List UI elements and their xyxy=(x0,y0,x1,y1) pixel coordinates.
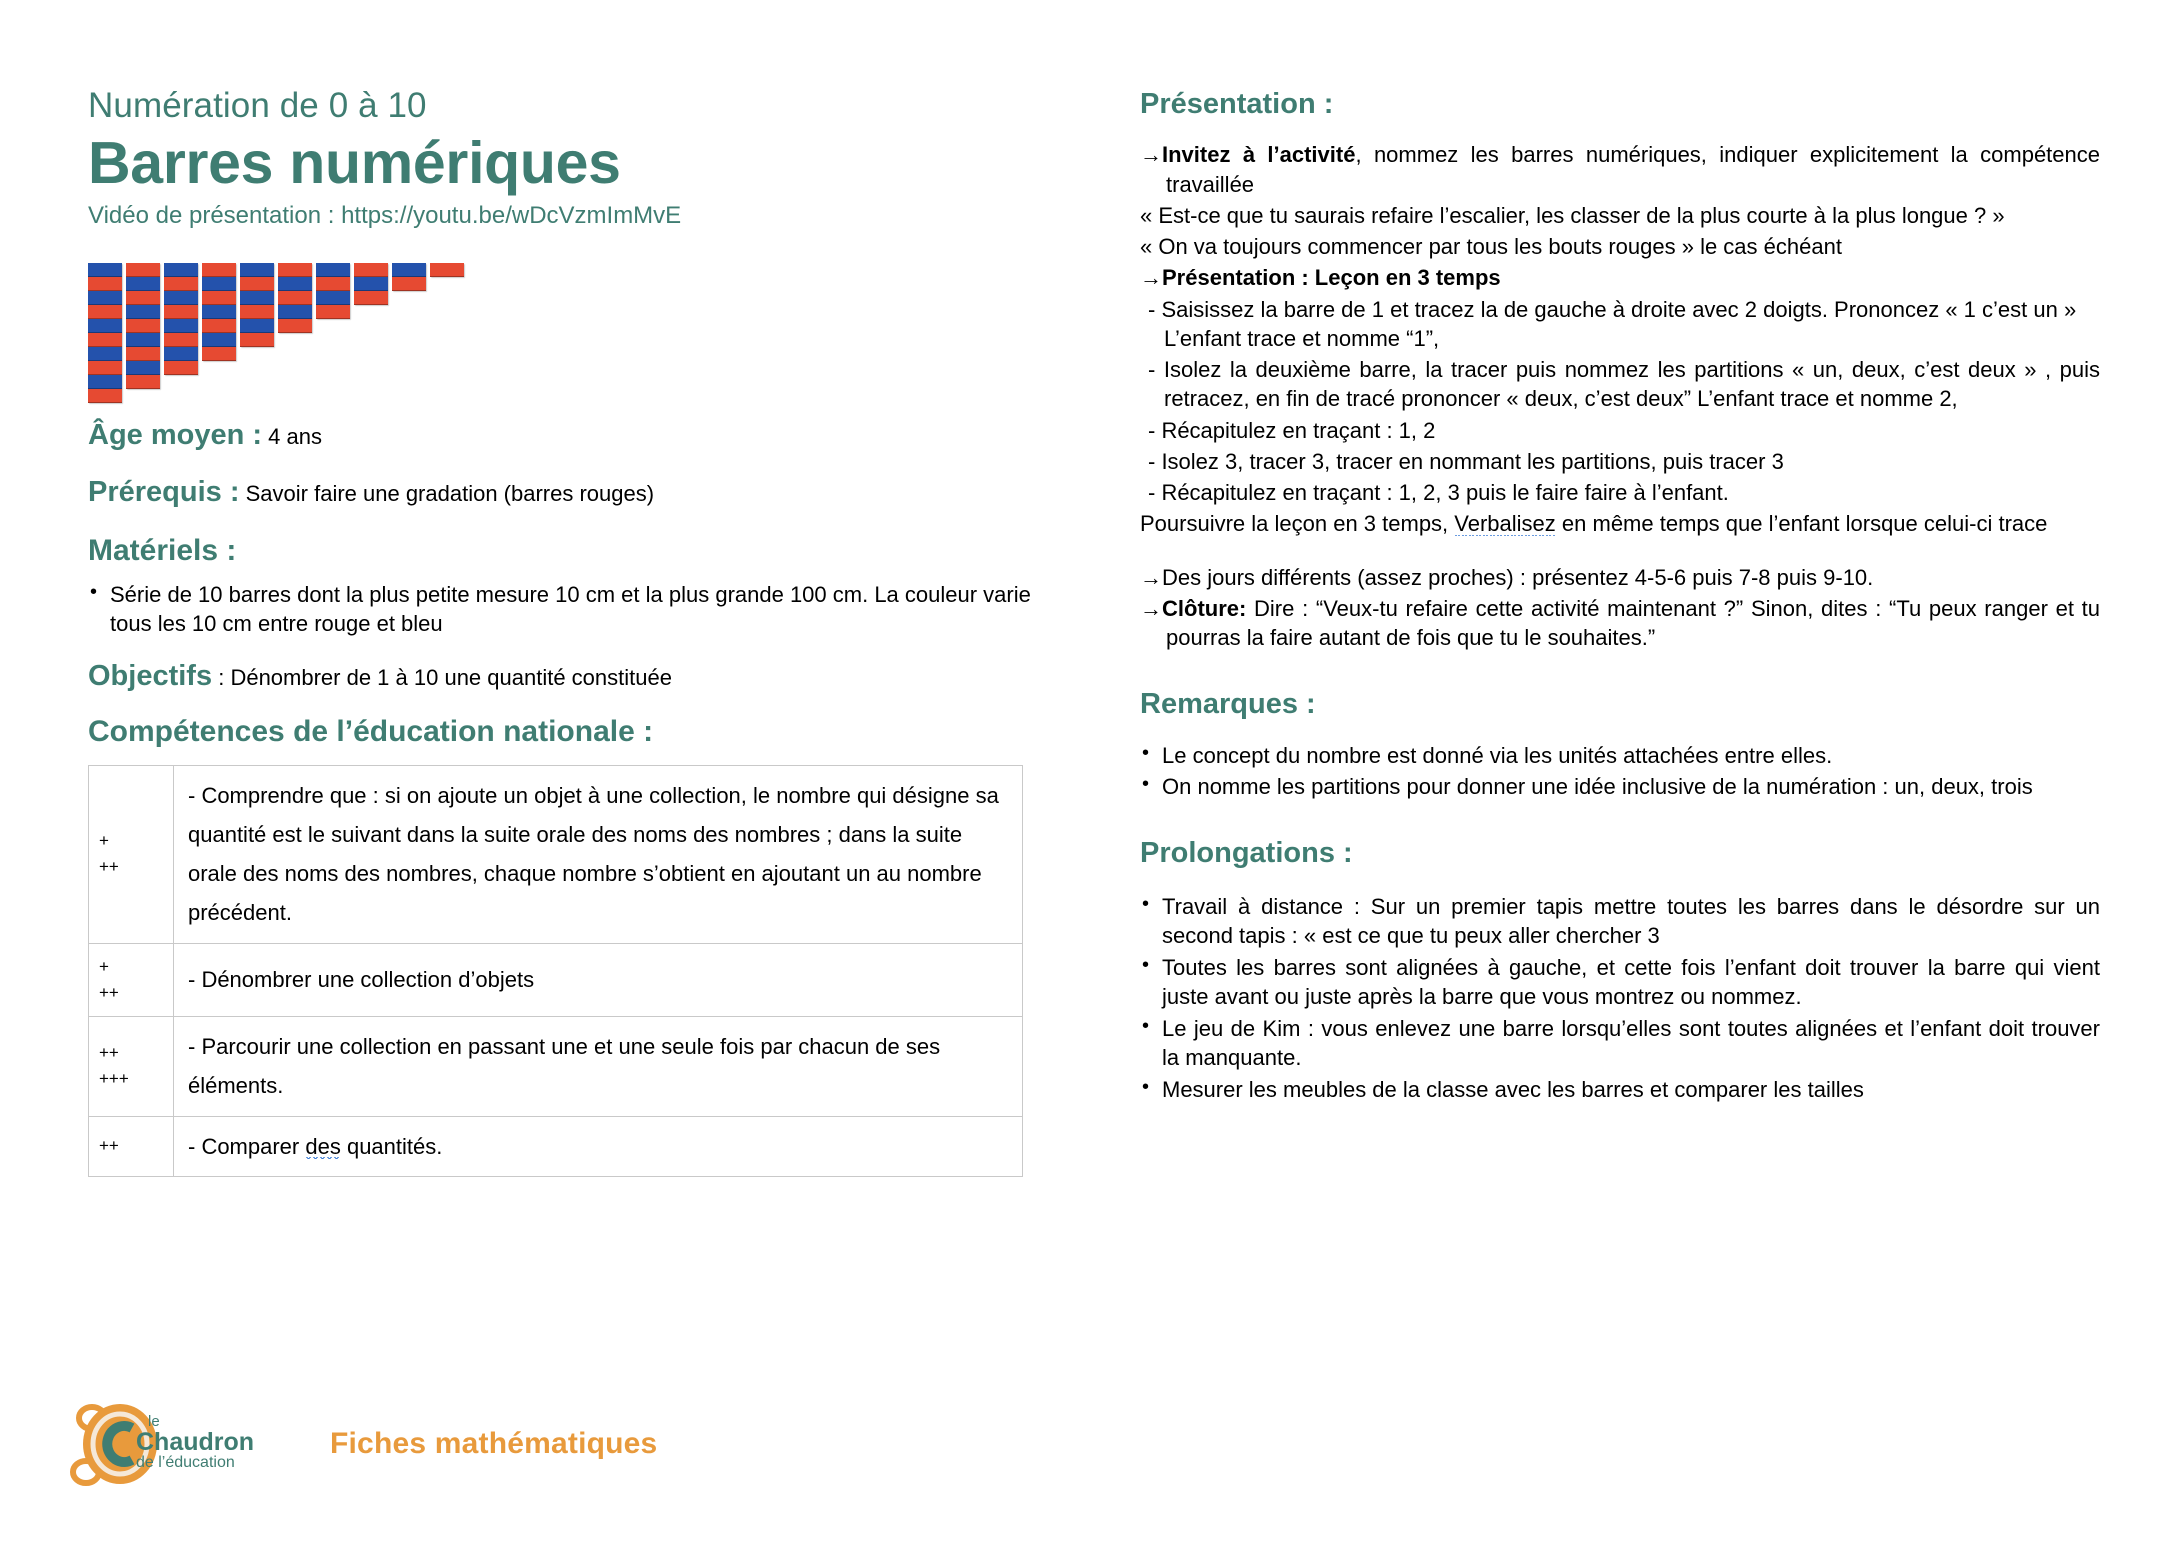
logo-text-education: de l’éducation xyxy=(136,1454,235,1471)
number-rod xyxy=(240,263,274,347)
rod-segment xyxy=(88,361,122,375)
rod-segment xyxy=(88,347,122,361)
rod-segment xyxy=(164,277,198,291)
competence-text-post: quantités. xyxy=(340,1133,443,1159)
rod-segment xyxy=(202,319,236,333)
rod-segment xyxy=(202,347,236,361)
prerequis-value: Savoir faire une gradation (barres rouges) xyxy=(245,481,655,507)
mark: + xyxy=(99,956,109,976)
rod-segment xyxy=(354,263,388,277)
presentation-line xyxy=(1140,263,2100,292)
number-rod xyxy=(202,263,236,361)
presentation-line xyxy=(1140,232,2100,261)
presentation-line-rest: - Isolez la deuxième barre, la tracer puis nommez les partitions « un, deux, c’est deux » , puis retracez, en fin de tracé prononcer « deux, c’est deux” L’enfant trace et nomme 2, xyxy=(1148,357,2100,412)
rod-segment xyxy=(240,333,274,347)
arrow-icon: → xyxy=(1140,595,1162,621)
table-row xyxy=(89,765,1023,943)
competence-marks xyxy=(89,765,174,943)
rod-segment xyxy=(278,291,312,305)
rod-segment xyxy=(88,291,122,305)
number-rods-illustration xyxy=(88,257,608,397)
rod-segment xyxy=(202,305,236,319)
rod-segment xyxy=(126,277,160,291)
number-rod xyxy=(164,263,198,375)
competence-text: - Dénombrer une collection d’objets xyxy=(174,943,1023,1017)
rod-segment xyxy=(164,291,198,305)
rod-segment xyxy=(278,319,312,333)
mark: ++ xyxy=(99,857,119,877)
list-item: • Mesurer les meubles de la classe avec les barres et comparer les tailles xyxy=(1140,1075,2100,1104)
field-materiels xyxy=(88,532,1048,638)
objectifs-label: Objectifs xyxy=(88,659,213,692)
rod-segment xyxy=(202,333,236,347)
rod-segment xyxy=(88,375,122,389)
prolongations-heading: Prolongations : xyxy=(1140,837,1353,870)
list-item: • Série de 10 barres dont la plus petite mesure 10 cm et la plus grande 100 cm. La couleur varie tous les 10 cm entre rouge et bleu xyxy=(88,580,1048,638)
presentation-line xyxy=(1140,447,2100,476)
rod-segment xyxy=(392,277,426,291)
rod-segment xyxy=(126,305,160,319)
presentation-line-rest: « On va toujours commencer par tous les bouts rouges » le cas échéant xyxy=(1140,234,1842,259)
arrow-icon: → xyxy=(1140,564,1162,590)
left-column xyxy=(88,86,1048,1177)
rod-segment xyxy=(164,263,198,277)
page-title: Barres numériques xyxy=(88,130,621,197)
presentation-line xyxy=(1140,355,2100,414)
chaudron-logo xyxy=(60,1396,255,1492)
poursuivre-pre: Poursuivre la leçon en 3 temps, xyxy=(1140,511,1455,537)
logo-text-chaudron: Chaudron xyxy=(136,1428,255,1456)
rod-segment xyxy=(164,347,198,361)
number-rod xyxy=(278,263,312,333)
rod-segment xyxy=(240,319,274,333)
rod-segment xyxy=(126,333,160,347)
video-link-text[interactable]: Vidéo de présentation : https://youtu.be/wDcVzmImMvE xyxy=(88,201,682,229)
rod-segment xyxy=(88,263,122,277)
number-rod xyxy=(392,263,426,291)
mark: ++ xyxy=(99,1043,119,1063)
mark: ++ xyxy=(99,1135,119,1155)
poursuivre-line xyxy=(1140,509,2100,538)
age-label: Âge moyen : xyxy=(88,418,263,451)
presentation-line-bold: Présentation : Leçon en 3 temps xyxy=(1162,265,1501,291)
materiels-list xyxy=(88,580,1048,638)
mark: +++ xyxy=(99,1069,129,1089)
number-rod xyxy=(430,263,464,277)
competences-table xyxy=(88,765,1023,1177)
rod-segment xyxy=(164,305,198,319)
rod-segment xyxy=(240,291,274,305)
table-row xyxy=(89,943,1023,1017)
list-item: • Toutes les barres sont alignées à gauche, et cette fois l’enfant doit trouver la barre qui vient juste avant ou juste après la barre que vous montrez ou nommez. xyxy=(1140,953,2100,1012)
spellcheck-underlined-word: Verbalisez xyxy=(1454,511,1556,537)
rod-segment xyxy=(316,291,350,305)
rod-segment xyxy=(126,291,160,305)
presentation-line-rest: , nommez les barres numériques, indiquer explicitement la compétence travaillée xyxy=(1166,142,2101,197)
arrow-icon: → xyxy=(1140,142,1162,168)
number-rod xyxy=(88,263,122,403)
cloture-line xyxy=(1140,594,2100,653)
rod-segment xyxy=(316,277,350,291)
competence-text-pre: - Comparer xyxy=(188,1133,306,1159)
rod-segment xyxy=(202,291,236,305)
footer-title: Fiches mathématiques xyxy=(330,1427,658,1460)
rod-segment xyxy=(316,305,350,319)
rod-segment xyxy=(278,263,312,277)
list-item: • Le concept du nombre est donné via les unités attachées entre elles. xyxy=(1140,741,2100,770)
rod-segment xyxy=(126,347,160,361)
presentation-line-rest: « Est-ce que tu saurais refaire l’escalier, les classer de la plus courte à la plus longue ? » xyxy=(1140,202,2005,228)
rod-segment xyxy=(430,263,464,277)
rod-segment xyxy=(202,263,236,277)
field-age xyxy=(88,417,1048,455)
presentation-line xyxy=(1140,201,2100,230)
rod-segment xyxy=(126,263,160,277)
rod-segment xyxy=(354,291,388,305)
age-value: 4 ans xyxy=(268,423,322,449)
rod-segment xyxy=(126,375,160,389)
remarques-section xyxy=(1140,686,2100,801)
spellcheck-underlined-word: des xyxy=(305,1133,341,1159)
rod-segment xyxy=(126,361,160,375)
rod-segment xyxy=(278,305,312,319)
rod-segment xyxy=(316,263,350,277)
presentation-body xyxy=(1140,140,2100,652)
objectifs-value: : Dénombrer de 1 à 10 une quantité constituée xyxy=(218,664,672,690)
presentation-line xyxy=(1140,295,2100,354)
number-rod xyxy=(354,263,388,305)
spacer xyxy=(1140,541,2100,563)
competence-text: - Parcourir une collection en passant une et une seule fois par chacun de ses éléments. xyxy=(174,1017,1023,1116)
materiels-label: Matériels : xyxy=(88,534,237,568)
list-item: • On nomme les partitions pour donner une idée inclusive de la numération : un, deux, trois xyxy=(1140,772,2100,801)
competence-marks xyxy=(89,1017,174,1116)
mark: + xyxy=(99,830,109,850)
rod-segment xyxy=(240,277,274,291)
jours-text: Des jours différents (assez proches) : présentez 4-5-6 puis 7-8 puis 9-10. xyxy=(1162,564,1874,590)
field-prerequis xyxy=(88,474,1048,512)
jours-line xyxy=(1140,563,2100,592)
rod-segment xyxy=(354,277,388,291)
right-column xyxy=(1140,86,2100,1106)
presentation-line xyxy=(1140,140,2100,199)
remarques-list xyxy=(1140,741,2100,802)
prolongations-section xyxy=(1140,835,2100,1104)
logo-text-le: le xyxy=(148,1413,160,1430)
prerequis-label: Prérequis : xyxy=(88,476,240,509)
competence-text: - Comprendre que : si on ajoute un objet à une collection, le nombre qui désigne sa quantité est le suivant dans la suite orale des noms des nombres ; dans la suite orale des noms des nombres, chaque nombre s’obtient en ajoutant un au nombre précédent. xyxy=(174,765,1023,943)
rod-segment xyxy=(88,305,122,319)
competences-heading: Compétences de l’éducation nationale : xyxy=(88,715,654,749)
number-rod xyxy=(316,263,350,319)
remarques-heading: Remarques : xyxy=(1140,688,1316,721)
page-footer xyxy=(60,1396,657,1492)
competence-marks xyxy=(89,943,174,1017)
rod-segment xyxy=(88,389,122,403)
number-rod xyxy=(126,263,160,389)
arrow-icon: → xyxy=(1140,265,1162,291)
rod-segment xyxy=(88,277,122,291)
rod-segment xyxy=(278,277,312,291)
cloture-text: Dire : “Veux-tu refaire cette activité maintenant ?” Sinon, dites : “Tu peux ranger et tu pourras la faire autant de fois que tu le souhaites.” xyxy=(1166,595,2100,650)
rod-segment xyxy=(240,305,274,319)
presentation-line xyxy=(1140,416,2100,445)
presentation-line-rest: - Isolez 3, tracer 3, tracer en nommant les partitions, puis tracer 3 xyxy=(1148,448,1784,474)
table-row xyxy=(89,1116,1023,1176)
page-kicker: Numération de 0 à 10 xyxy=(88,86,427,125)
presentation-line-rest: - Récapitulez en traçant : 1, 2 xyxy=(1148,417,1436,443)
presentation-line-rest: - Saisissez la barre de 1 et tracez la de gauche à droite avec 2 doigts. Prononcez « 1 c’est un » L’enfant trace et nomme “1”, xyxy=(1148,296,2077,351)
presentation-heading: Présentation : xyxy=(1140,88,1334,120)
rod-segment xyxy=(164,361,198,375)
presentation-line-rest: - Récapitulez en traçant : 1, 2, 3 puis le faire faire à l’enfant. xyxy=(1148,480,1729,505)
rod-segment xyxy=(392,263,426,277)
presentation-line-bold: Invitez à l’activité xyxy=(1162,142,1356,168)
rod-segment xyxy=(240,263,274,277)
competence-text xyxy=(174,1116,1023,1176)
list-item: • Le jeu de Kim : vous enlevez une barre lorsqu’elles sont toutes alignées et l’enfant doit trouver la manquante. xyxy=(1140,1014,2100,1073)
cloture-label: Clôture: xyxy=(1162,595,1247,621)
rod-segment xyxy=(88,333,122,347)
list-item: • Travail à distance : Sur un premier tapis mettre toutes les barres dans le désordre sur un second tapis : « est ce que tu peux aller chercher 3 xyxy=(1140,892,2100,951)
poursuivre-post: en même temps que l’enfant lorsque celui-ci trace xyxy=(1555,511,2048,537)
table-row xyxy=(89,1017,1023,1116)
field-objectifs xyxy=(88,658,1048,696)
field-competences xyxy=(88,713,1048,1176)
rod-segment xyxy=(164,319,198,333)
rod-segment xyxy=(202,277,236,291)
rod-segment xyxy=(164,333,198,347)
presentation-line xyxy=(1140,478,2100,507)
rod-segment xyxy=(126,319,160,333)
prolongations-list xyxy=(1140,892,2100,1104)
mark: ++ xyxy=(99,982,119,1002)
competence-marks xyxy=(89,1116,174,1176)
rod-segment xyxy=(88,319,122,333)
